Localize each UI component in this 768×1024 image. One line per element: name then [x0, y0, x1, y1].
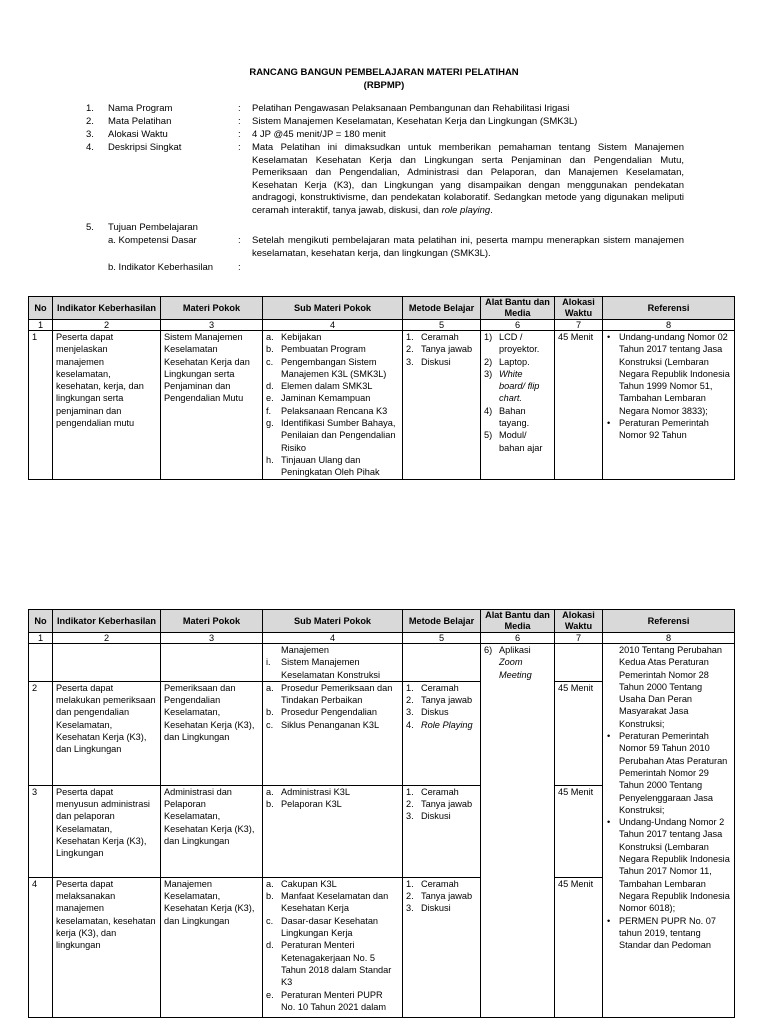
cell-materi	[161, 644, 263, 682]
sub-materi-item-marker: a.	[266, 786, 274, 797]
sub-materi-item-text: Pembuatan Program	[281, 344, 366, 355]
sub-materi-list	[266, 878, 399, 1013]
header-indikator: Indikator Keberhasilan	[53, 297, 161, 320]
deskripsi-italic: role playing	[441, 204, 491, 216]
sub-materi-item-text: Kebijakan	[281, 332, 322, 342]
cell-alat	[481, 331, 555, 480]
sub-materi-item-text: Elemen dalam SMK3L	[281, 381, 373, 392]
metode-item	[406, 682, 477, 694]
header-metode: Metode Belajar	[403, 610, 481, 633]
index-cell: 1	[29, 633, 53, 644]
table-header-row	[29, 610, 735, 633]
sub-materi-item-marker: a.	[266, 878, 274, 889]
info-number: 4.	[86, 142, 94, 153]
sub-materi-item	[266, 417, 399, 454]
cell-sub-materi	[263, 331, 403, 480]
sub-materi-item-text: Peraturan Menteri Ketenagakerjaan No. 5 Tahun 2018 dalam Standar K3	[281, 940, 392, 988]
cell-waktu: 45 Menit	[555, 331, 603, 480]
metode-item-text: Ceramah	[421, 682, 459, 693]
sub-materi-item-text: Prosedur Pengendalian	[281, 707, 378, 718]
header-waktu: Alokasi Waktu	[555, 610, 603, 633]
info-colon: :	[238, 103, 241, 114]
metode-item-text: Tanya jawab	[421, 344, 473, 355]
alat-item-text: Bahan tayang.	[499, 405, 530, 429]
sub-materi-item-marker: c.	[266, 356, 274, 367]
cell-alat	[481, 644, 555, 1018]
cell-sub-materi	[263, 785, 403, 877]
alat-item-text: LCD / proyektor.	[499, 332, 540, 355]
metode-list	[406, 682, 477, 731]
alat-item-text: Laptop.	[499, 356, 530, 367]
sub-materi-item	[266, 454, 399, 479]
cell-sub-materi	[263, 877, 403, 1017]
deskripsi-end: .	[490, 204, 493, 216]
sub-materi-item	[266, 656, 399, 681]
alat-item	[484, 644, 551, 681]
info-value: 4 JP @45 menit/JP = 180 menit	[252, 129, 386, 140]
index-cell: 4	[263, 633, 403, 644]
metode-item-text: Ceramah	[421, 786, 459, 797]
metode-item-text: Ceramah	[421, 878, 459, 889]
alat-item	[484, 405, 551, 430]
sub-materi-item-text: Sistem Manajemen Keselamatan Konstruksi	[281, 657, 381, 680]
referensi-continued: 2010 Tentang Perubahan Kedua Atas Peraturan Pemerintah Nomor 28 Tahun 2000 Tentang Usaha Dan Peran Masyarakat Jasa Konstruksi;	[619, 645, 723, 729]
metode-item-marker: 2.	[406, 344, 414, 355]
metode-item-text: Tanya jawab	[421, 695, 473, 706]
alat-list	[484, 644, 551, 681]
cell-indikator	[53, 644, 161, 682]
sub-materi-item-marker: d.	[266, 381, 274, 392]
info-number: 2.	[86, 116, 94, 127]
alat-item-marker: 1)	[484, 332, 493, 342]
sub-materi-item	[266, 915, 399, 940]
sub-materi-item-text: Identifikasi Sumber Bahaya, Penilaian dan Pengendalian Risiko	[281, 418, 396, 453]
cell-metode	[403, 785, 481, 877]
info-colon: :	[238, 235, 241, 246]
cell-referensi	[603, 331, 735, 480]
cell-sub-materi	[263, 681, 403, 785]
sub-materi-item-marker: d.	[266, 940, 274, 951]
info-label: Mata Pelatihan	[108, 116, 172, 127]
sub-materi-list	[266, 656, 399, 681]
sub-materi-item	[266, 380, 399, 392]
sub-materi-item-marker: g.	[266, 418, 274, 429]
metode-item	[406, 694, 477, 706]
index-cell: 4	[263, 320, 403, 331]
info-number: 5.	[86, 222, 94, 233]
sub-materi-item	[266, 939, 399, 988]
deskripsi-text: Mata Pelatihan ini dimaksudkan untuk memberikan pemahaman tentang Sistem Manajemen Keselamatan Kesehatan Kerja dan Lingkungan serta Penjaminan dan Pengendalian Mutu, Pemeriksaan dan Pengendalian, Administrasi dan Pelaporan, dan Manajemen Keselamatan, Kesehatan Kerja (K3), dan Lingkungan yang disampaikan dengan menggunakan pendekatan andragogi, konstruktivisme, dan pendekatan kolaboratif. Sedangkan metode yang digunakan meliputi ceramah interaktif, tanya jawab, diskusi, dan	[252, 142, 684, 216]
metode-item	[406, 706, 477, 718]
info-colon: :	[238, 129, 241, 140]
sub-materi-item-marker: i.	[266, 657, 271, 668]
info-sub-label: a. Kompetensi Dasar	[108, 235, 197, 246]
index-cell: 2	[53, 633, 161, 644]
sub-materi-item-text: Pengembangan Sistem Manajemen K3L (SMK3L)	[281, 356, 387, 379]
cell-no: 2	[29, 681, 53, 785]
table-header-row	[29, 297, 735, 320]
index-cell: 8	[603, 320, 735, 331]
sub-materi-item	[266, 331, 399, 343]
referensi-list	[606, 730, 731, 951]
metode-item-text: Tanya jawab	[421, 799, 473, 810]
info-colon: :	[238, 142, 241, 153]
metode-item-marker: 3.	[406, 707, 414, 718]
sub-materi-item-marker: b.	[266, 891, 274, 902]
document-title: RANCANG BANGUN PEMBELAJARAN MATERI PELATIHAN	[249, 67, 519, 78]
info-number: 1.	[86, 103, 94, 114]
rbpmp-table-page-2	[28, 609, 735, 1018]
sub-materi-item-text: Jaminan Kemampuan	[281, 393, 371, 404]
alat-item	[484, 331, 551, 356]
referensi-item: • Peraturan Pemerintah Nomor 59 Tahun 2010 Perubahan Atas Peraturan Pemerintah Nomor 29 Tahun 2000 Tentang Penyelenggaraan Jasa Konstruksi;	[606, 730, 731, 816]
table-row-continuation	[29, 644, 735, 682]
header-no: No	[29, 610, 53, 633]
sub-materi-item-marker: h.	[266, 454, 274, 465]
metode-item-marker: 4.	[406, 719, 414, 730]
cell-materi: Manajemen Keselamatan, Kesehatan Kerja (K3), dan Lingkungan	[161, 877, 263, 1017]
index-cell: 3	[161, 633, 263, 644]
info-label: Deskripsi Singkat	[108, 142, 182, 153]
sub-materi-item-marker: e.	[266, 393, 274, 404]
sub-materi-list	[266, 331, 399, 479]
table-index-row	[29, 633, 735, 644]
index-cell: 7	[555, 633, 603, 644]
info-sub-value: Setelah mengikuti pembelajaran mata pelatihan ini, peserta mampu menerapkan sistem manajemen keselamatan, kesehatan kerja, dan lingkungan (SMK3L).	[252, 235, 684, 259]
info-value: Pelatihan Pengawasan Pelaksanaan Pembangunan dan Rehabilitasi Irigasi	[252, 103, 570, 114]
sub-materi-item	[266, 890, 399, 915]
header-materi: Materi Pokok	[161, 297, 263, 320]
metode-item-text: Diskusi	[421, 356, 451, 367]
metode-item-text: Diskus	[421, 707, 449, 718]
document-subtitle: (RBPMP)	[363, 80, 405, 91]
info-label: Tujuan Pembelajaran	[108, 222, 198, 233]
alat-item-marker: 2)	[484, 356, 493, 367]
info-colon: :	[238, 262, 241, 273]
index-cell: 6	[481, 320, 555, 331]
sub-materi-item-text: Tinjauan Ulang dan Peningkatan Oleh Pihak	[281, 454, 380, 478]
sub-materi-item-marker: f.	[266, 405, 272, 416]
sub-materi-item	[266, 706, 399, 718]
referensi-item: • Undang-undang Nomor 02 Tahun 2017 tentang Jasa Konstruksi (Lembaran Negara Republik Indonesia Tahun 1999 Nomor 51, Tambahan Lembaran Negara Nomor 3833);	[606, 331, 731, 417]
metode-item-text: Diskusi	[421, 811, 451, 822]
info-label: Alokasi Waktu	[108, 129, 168, 140]
index-cell: 6	[481, 633, 555, 644]
sub-materi-item	[266, 392, 399, 404]
sub-materi-item-text: Peraturan Menteri PUPR No. 10 Tahun 2021 dalam	[281, 989, 387, 1012]
header-alat: Alat Bantu dan Media	[481, 610, 555, 633]
index-cell: 1	[29, 320, 53, 331]
sub-materi-item-text: Dasar-dasar Kesehatan Lingkungan Kerja	[281, 915, 379, 939]
sub-materi-item-text: Manfaat Keselamatan dan Kesehatan Kerja	[281, 891, 389, 914]
info-number: 3.	[86, 129, 94, 140]
alat-item	[484, 356, 551, 368]
metode-item-text: Ceramah	[421, 332, 459, 342]
cell-metode	[403, 331, 481, 480]
cell-metode	[403, 644, 481, 682]
header-indikator: Indikator Keberhasilan	[53, 610, 161, 633]
alat-item	[484, 429, 551, 454]
cell-materi: Pemeriksaan dan Pengendalian Keselamatan, Kesehatan Kerja (K3), dan Lingkungan	[161, 681, 263, 785]
metode-item	[406, 878, 477, 890]
rbpmp-table-page-1	[28, 296, 735, 480]
cell-no	[29, 644, 53, 682]
sub-materi-item	[266, 356, 399, 381]
referensi-item: • PERMEN PUPR No. 07 tahun 2019, tentang Standar dan Pedoman	[606, 915, 731, 952]
metode-item	[406, 798, 477, 810]
cell-referensi	[603, 644, 735, 1018]
sub-materi-item-marker: c.	[266, 915, 274, 926]
metode-item-marker: 1.	[406, 878, 414, 889]
alat-marker: 6)	[484, 645, 493, 655]
metode-item-marker: 1.	[406, 682, 414, 693]
metode-item	[406, 786, 477, 798]
cell-no: 4	[29, 877, 53, 1017]
cell-waktu: 45 Menit	[555, 785, 603, 877]
metode-item	[406, 356, 477, 368]
referensi-item: • Peraturan Pemerintah Nomor 92 Tahun	[606, 417, 731, 442]
cell-indikator: Peserta dapat melakukan pemeriksaan dan pengendalian Keselamatan, Kesehatan Kerja (K3), dan Lingkungan	[53, 681, 161, 785]
info-colon: :	[238, 116, 241, 127]
alat-list	[484, 331, 551, 454]
info-label: Nama Program	[108, 103, 173, 114]
header-referensi: Referensi	[603, 297, 735, 320]
metode-item-marker: 3.	[406, 903, 414, 914]
sub-materi-item	[266, 343, 399, 355]
alat-text-italic: Zoom Meeting	[499, 657, 532, 680]
sub-materi-item	[266, 719, 399, 731]
metode-item-text: Tanya jawab	[421, 891, 473, 902]
metode-item-marker: 1.	[406, 786, 414, 797]
index-cell: 3	[161, 320, 263, 331]
metode-item-marker: 2.	[406, 695, 414, 706]
metode-item-marker: 1.	[406, 332, 414, 342]
cell-indikator: Peserta dapat melaksanakan manajemen keselamatan, kesehatan kerja (K3), dan lingkungan	[53, 877, 161, 1017]
sub-materi-item-marker: c.	[266, 719, 274, 730]
sub-materi-item-text: Pelaksanaan Rencana K3	[281, 405, 388, 416]
cell-waktu: 45 Menit	[555, 877, 603, 1017]
header-metode: Metode Belajar	[403, 297, 481, 320]
header-referensi: Referensi	[603, 610, 735, 633]
metode-item	[406, 890, 477, 902]
metode-item	[406, 810, 477, 822]
table-index-row	[29, 320, 735, 331]
referensi-list	[606, 331, 731, 442]
cell-metode	[403, 877, 481, 1017]
referensi-item: • Undang-Undang Nomor 2 Tahun 2017 tentang Jasa Konstruksi (Lembaran Negara Republik Indonesia Tahun 2017 Nomor 11, Tambahan Lembaran Negara Republik Indonesia Nomor 6018);	[606, 816, 731, 914]
header-alat: Alat Bantu dan Media	[481, 297, 555, 320]
metode-item	[406, 902, 477, 914]
metode-item-marker: 2.	[406, 799, 414, 810]
sub-materi-item-marker: a.	[266, 682, 274, 693]
metode-item	[406, 331, 477, 343]
alat-item-marker: 4)	[484, 405, 493, 416]
info-value: Sistem Manajemen Keselamatan, Kesehatan Kerja dan Lingkungan (SMK3L)	[252, 116, 578, 127]
metode-item-text: Diskusi	[421, 903, 451, 914]
sub-materi-list	[266, 786, 399, 811]
header-waktu: Alokasi Waktu	[555, 297, 603, 320]
alat-item-marker: 3)	[484, 368, 493, 379]
cell-metode	[403, 681, 481, 785]
sub-materi-item	[266, 878, 399, 890]
alat-item-text: White board/ flip chart.	[499, 368, 540, 404]
sub-materi-item-text: Administrasi K3L	[281, 786, 350, 797]
sub-materi-item	[266, 405, 399, 417]
table-row	[29, 331, 735, 480]
sub-materi-item-marker: b.	[266, 344, 274, 355]
sub-materi-item	[266, 798, 399, 810]
sub-materi-item	[266, 682, 399, 707]
cell-materi: Sistem Manajemen Keselamatan Kesehatan Kerja dan Lingkungan serta Penjaminan dan Pengendalian Mutu	[161, 331, 263, 480]
index-cell: 5	[403, 320, 481, 331]
metode-list	[406, 786, 477, 823]
cell-no: 1	[29, 331, 53, 480]
info-sub-label: b. Indikator Keberhasilan	[108, 262, 214, 273]
sub-materi-item-text: Pelaporan K3L	[281, 799, 342, 810]
sub-materi-item-marker: e.	[266, 989, 274, 1000]
cell-sub-materi	[263, 644, 403, 682]
sub-materi-item-text: Cakupan K3L	[281, 878, 337, 889]
cell-materi: Administrasi dan Pelaporan Keselamatan, Kesehatan Kerja (K3), dan Lingkungan	[161, 785, 263, 877]
sub-materi-item-text: Prosedur Pemeriksaan dan Tindakan Perbaikan	[281, 682, 393, 706]
header-sub-materi: Sub Materi Pokok	[263, 610, 403, 633]
metode-item-marker: 2.	[406, 891, 414, 902]
metode-list	[406, 878, 477, 915]
cell-indikator: Peserta dapat menjelaskan manajemen keselamatan, kesehatan, kerja, dan lingkungan serta penjaminan dan pengendalian mutu	[53, 331, 161, 480]
metode-item-marker: 3.	[406, 356, 414, 367]
metode-item-text: Role Playing	[421, 719, 473, 730]
cell-waktu	[555, 644, 603, 682]
sub-materi-list	[266, 682, 399, 731]
index-cell: 8	[603, 633, 735, 644]
header-sub-materi: Sub Materi Pokok	[263, 297, 403, 320]
metode-item	[406, 719, 477, 731]
sub-materi-item	[266, 989, 399, 1014]
cell-indikator: Peserta dapat menyusun administrasi dan pelaporan Keselamatan, Kesehatan Kerja (K3), Lingkungan	[53, 785, 161, 877]
sub-materi-item-marker: a.	[266, 332, 274, 342]
cell-no: 3	[29, 785, 53, 877]
index-cell: 5	[403, 633, 481, 644]
sub-materi-continued: Manajemen	[281, 645, 330, 655]
info-value	[252, 142, 684, 217]
header-no: No	[29, 297, 53, 320]
sub-materi-item-marker: b.	[266, 799, 274, 810]
index-cell: 7	[555, 320, 603, 331]
cell-waktu: 45 Menit	[555, 681, 603, 785]
sub-materi-item-marker: b.	[266, 707, 274, 718]
header-materi: Materi Pokok	[161, 610, 263, 633]
index-cell: 2	[53, 320, 161, 331]
metode-item	[406, 343, 477, 355]
alat-item-marker: 5)	[484, 430, 493, 441]
alat-item-text: Modul/ bahan ajar	[499, 430, 543, 453]
alat-item	[484, 368, 551, 405]
metode-list	[406, 331, 477, 368]
metode-item-marker: 3.	[406, 811, 414, 822]
alat-text: Aplikasi	[499, 645, 531, 655]
sub-materi-item-text: Siklus Penanganan K3L	[281, 719, 380, 730]
sub-materi-item	[266, 786, 399, 798]
